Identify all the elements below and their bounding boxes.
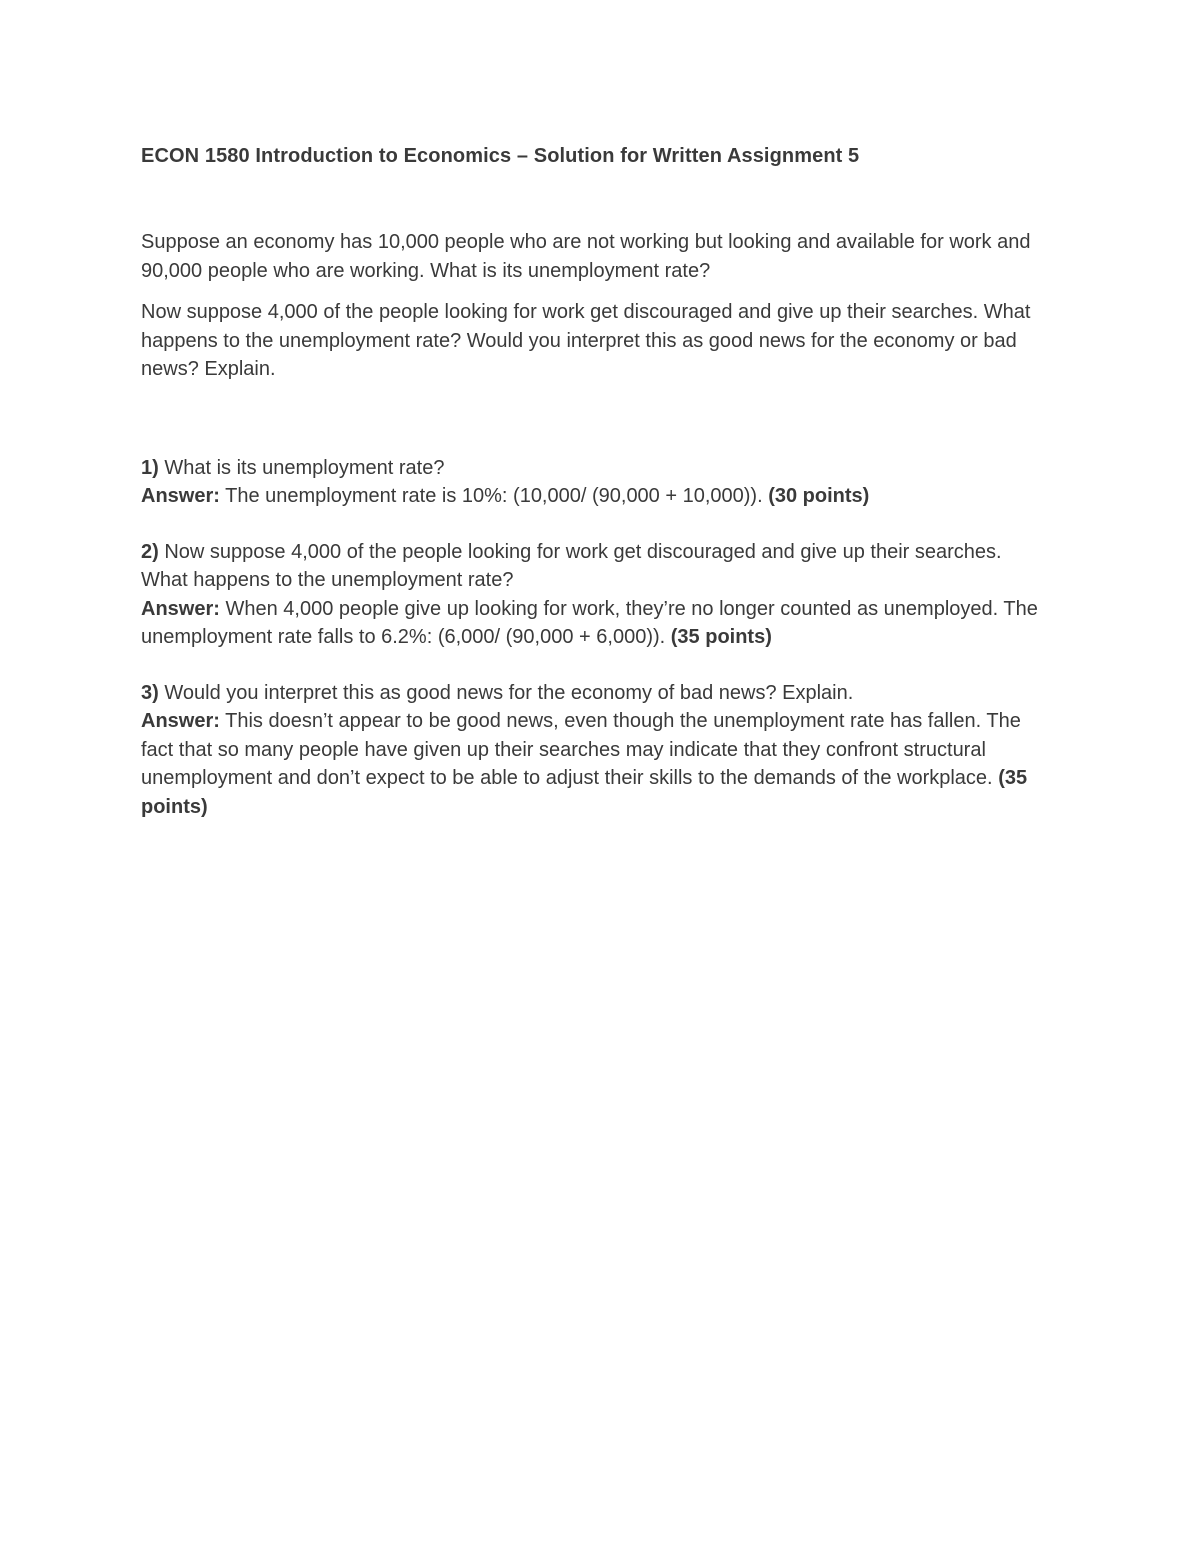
answer-text: The unemployment rate is 10%: (10,000/ (90,000 + 10,000)). (225, 485, 763, 507)
question-number: 1) (141, 456, 159, 479)
answer-text: When 4,000 people give up looking for work, they’re no longer counted as unemployed. The unemployment rate falls to 6.2%: (6,000/ (90,000 + 6,000)). (141, 597, 1038, 648)
answer-line (141, 482, 1050, 511)
question-line (141, 454, 1050, 483)
question-block-2 (141, 538, 1050, 652)
answer-label: Answer: (141, 710, 220, 732)
answer-label: Answer: (141, 597, 220, 620)
question-text: Now suppose 4,000 of the people looking for work get discouraged and give up their searches. What happens to the unemployment rate? (141, 540, 1002, 591)
points-label: (30 points) (768, 485, 870, 507)
answer-line (141, 707, 1050, 821)
points-label: (35 points) (670, 626, 772, 648)
question-block-3 (141, 679, 1050, 822)
question-number: 3) (141, 681, 159, 704)
question-text: Would you interpret this as good news for the economy of bad news? Explain. (164, 681, 854, 704)
answer-text: This doesn’t appear to be good news, even though the unemployment rate has fallen. The fact that so many people have given up their searches may indicate that they confront structural unemployment and don’t expect to be able to adjust their skills to the demands of the workplace. (141, 710, 1021, 789)
intro-paragraph-1: Suppose an economy has 10,000 people who are not working but looking and available for work and 90,000 people who are working. What is its unemployment rate? (141, 231, 1031, 282)
answer-label: Answer: (141, 485, 220, 507)
question-line (141, 538, 1050, 595)
document-title: ECON 1580 Introduction to Economics – Solution for Written Assignment 5 (141, 145, 860, 167)
question-text: What is its unemployment rate? (164, 456, 445, 479)
question-block-1 (141, 454, 1050, 511)
question-number: 2) (141, 540, 159, 563)
intro-paragraph-2: Now suppose 4,000 of the people looking for work get discouraged and give up their searches. What happens to the unemployment rate? Would you interpret this as good news for the economy or bad news? Explain. (141, 301, 1031, 380)
question-line (141, 679, 1050, 708)
points-label: (35 points) (141, 767, 1028, 818)
answer-line (141, 595, 1050, 652)
